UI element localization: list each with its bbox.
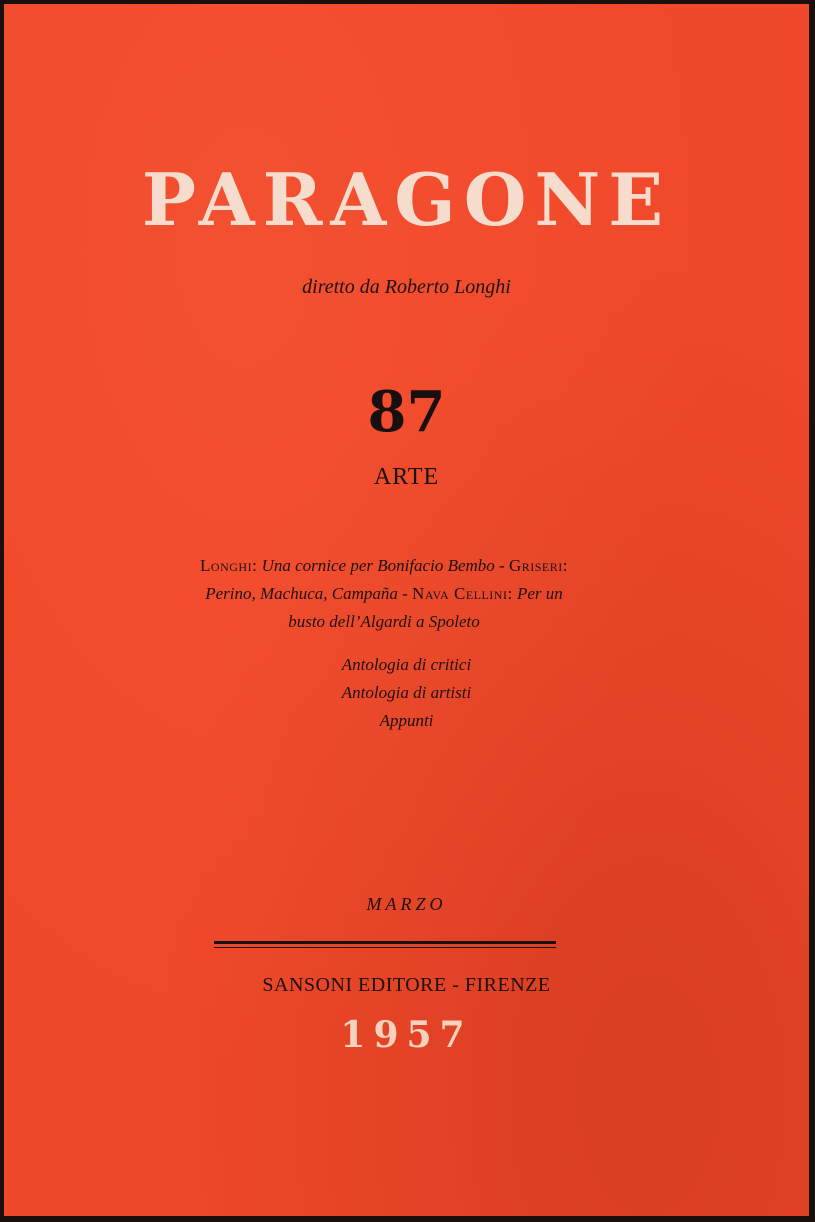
publication-year: 1957 — [340, 1014, 473, 1056]
rubric-item: Antologia di critici — [341, 655, 472, 674]
rubric-item: Antologia di artisti — [341, 683, 472, 702]
issue-month: MARZO — [366, 894, 447, 914]
magazine-title: PARAGONE — [141, 157, 672, 242]
article-title-algardi-part2: busto dell’Algardi a Spoleto — [288, 612, 480, 631]
editor-credit: diretto da Roberto Longhi — [302, 276, 511, 298]
author-longhi: Longhi: — [200, 556, 258, 575]
rubrics-list — [4, 651, 809, 735]
issue-number: 87 — [367, 379, 446, 445]
rubric-item: Appunti — [379, 711, 434, 730]
publisher-line: SANSONI EDITORE - FIRENZE — [262, 974, 551, 996]
separator: - — [397, 584, 413, 603]
author-griseri: Griseri: — [508, 556, 568, 575]
section-label: ARTE — [373, 464, 440, 490]
article-title-algardi-part1: Per un — [516, 584, 563, 603]
author-nava-cellini: Nava Cellini: — [412, 584, 513, 603]
divider-thin — [214, 947, 556, 948]
contents-line-1 — [174, 552, 594, 580]
divider-thick — [214, 941, 556, 944]
article-title-bembo: Una cornice per Bonifacio Bembo — [261, 556, 495, 575]
separator: - — [494, 556, 509, 575]
table-of-contents — [174, 552, 594, 636]
article-title-perino: Perino, Machuca, Campaña — [205, 584, 398, 603]
contents-line-2 — [174, 580, 594, 608]
magazine-cover — [4, 4, 809, 1216]
contents-line-3 — [174, 608, 594, 636]
